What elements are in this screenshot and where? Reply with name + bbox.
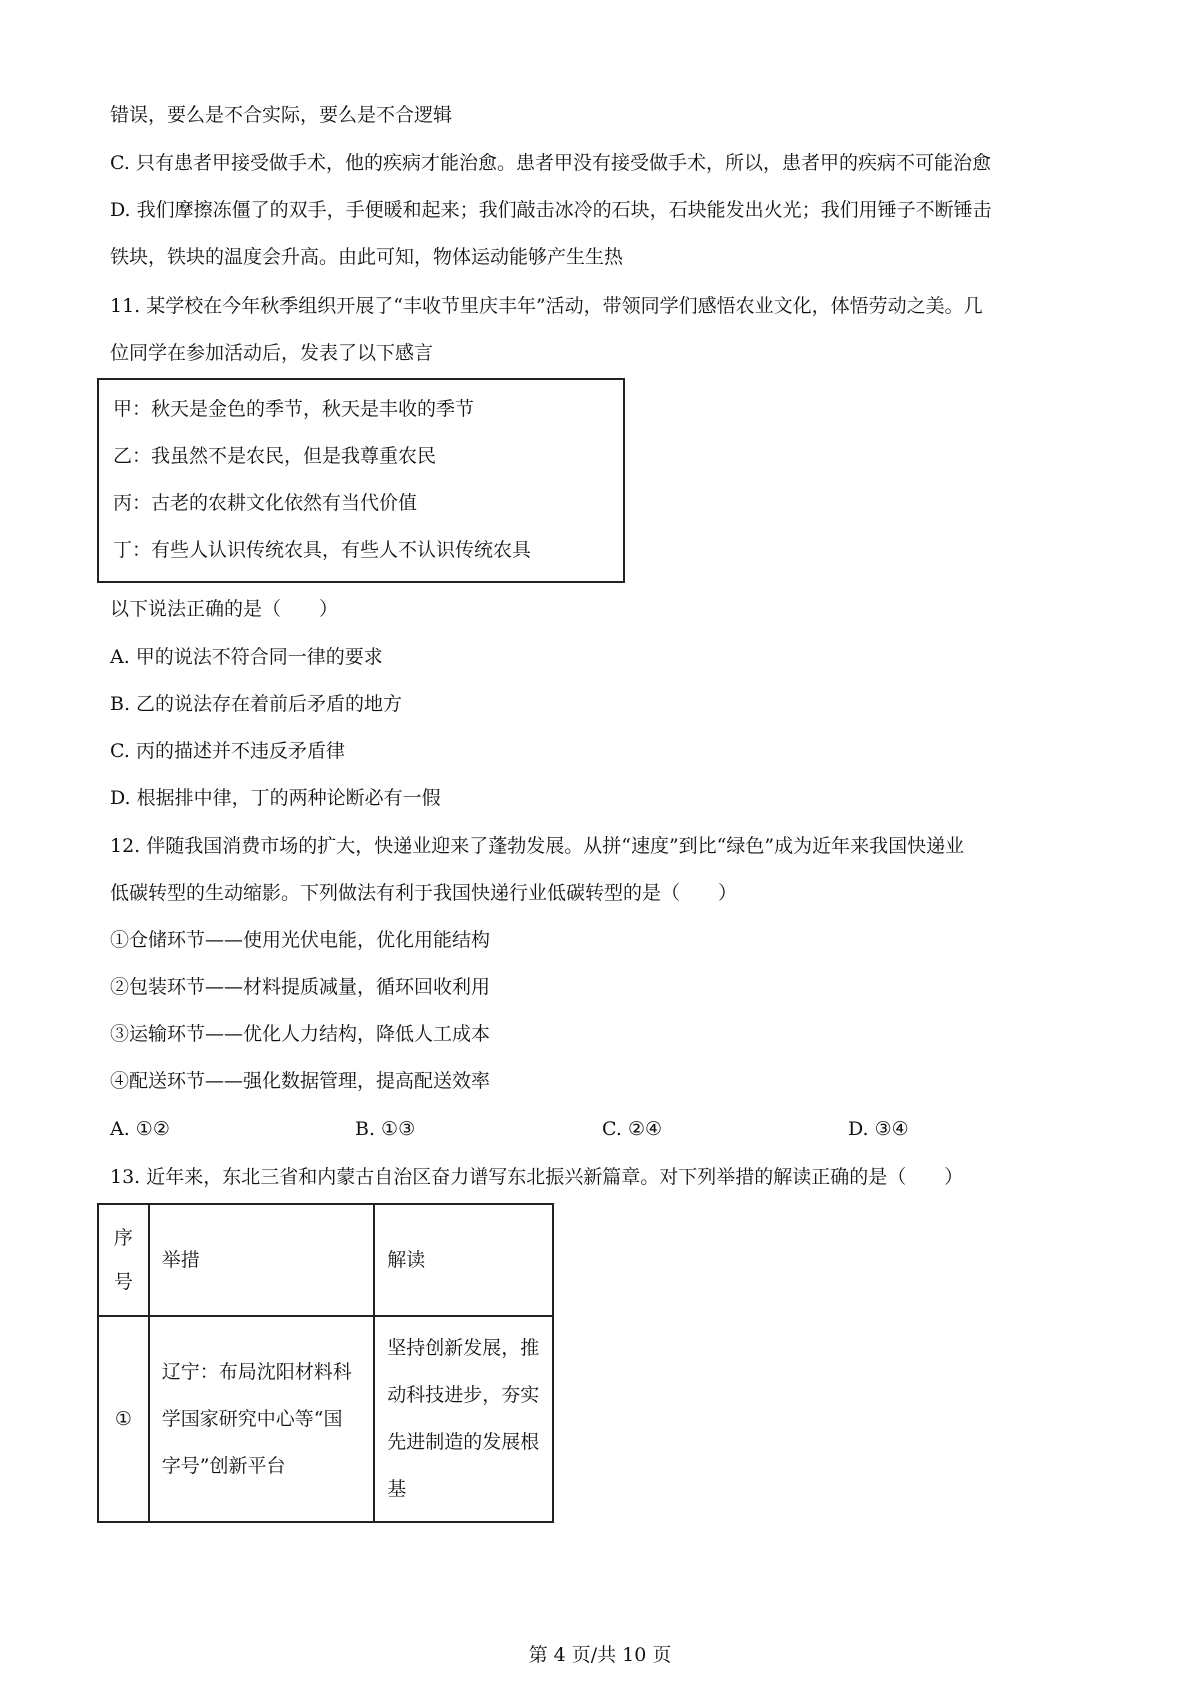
header-measure: 举措	[149, 1204, 374, 1316]
question-11-stem: 11. 某学校在今年秋季组织开展了“丰收节里庆丰年”活动，带领同学们感悟农业文化，体悟劳动之美。几	[110, 295, 983, 317]
header-index: 序号	[98, 1204, 149, 1316]
option-c-prev: C. 只有患者甲接受做手术，他的疾病才能治愈。患者甲没有接受做手术，所以，患者甲的疾病不可能治愈	[110, 152, 991, 174]
q11-option-c: C. 丙的描述并不违反矛盾律	[110, 740, 345, 762]
q12-item-1: ①仓储环节——使用光伏电能，优化用能结构	[110, 929, 491, 951]
q12-option-c: C. ②④	[602, 1118, 663, 1140]
question-12-stem: 12. 伴随我国消费市场的扩大，快递业迎来了蓬勃发展。从拼“速度”到比“绿色”成为近年来我国快递业	[110, 835, 965, 857]
quote-jia: 甲：秋天是金色的季节，秋天是丰收的季节	[113, 398, 475, 420]
q12-options	[110, 1106, 1010, 1153]
quote-bing: 丙：古老的农耕文化依然有当代价值	[113, 492, 418, 514]
measures-table	[97, 1203, 554, 1523]
question-11-prompt: 以下说法正确的是（ ）	[110, 598, 339, 620]
q12-item-3: ③运输环节——优化人力结构，降低人工成本	[110, 1023, 491, 1045]
quote-ding: 丁：有些人认识传统农具，有些人不认识传统农具	[113, 539, 532, 561]
q12-item-4: ④配送环节——强化数据管理，提高配送效率	[110, 1070, 491, 1092]
table-row	[98, 1316, 553, 1522]
quote-box	[97, 378, 625, 583]
question-11-stem-cont: 位同学在参加活动后，发表了以下感言	[110, 342, 434, 364]
header-interpretation: 解读	[374, 1204, 553, 1316]
text-line: 铁块，铁块的温度会升高。由此可知，物体运动能够产生生热	[110, 246, 624, 268]
quote-yi: 乙：我虽然不是农民，但是我尊重农民	[113, 445, 437, 467]
q11-option-a: A. 甲的说法不符合同一律的要求	[110, 646, 383, 668]
question-13-stem: 13. 近年来，东北三省和内蒙古自治区奋力谱写东北振兴新篇章。对下列举措的解读正确的是（ ）	[110, 1166, 964, 1188]
q12-option-a: A. ①②	[110, 1118, 170, 1140]
option-d-prev: D. 我们摩擦冻僵了的双手，手便暖和起来；我们敲击冰冷的石块，石块能发出火光；我们用锤子不断锤击	[110, 199, 992, 221]
q12-option-b: B. ①③	[355, 1118, 416, 1140]
row-interpretation: 坚持创新发展，推动科技进步，夯实先进制造的发展根基	[374, 1316, 553, 1522]
row-index: ①	[98, 1316, 149, 1522]
q11-option-d: D. 根据排中律，丁的两种论断必有一假	[110, 787, 441, 809]
page-footer: 第 4 页/共 10 页	[528, 1644, 672, 1666]
q12-item-2: ②包装环节——材料提质减量，循环回收利用	[110, 976, 491, 998]
question-12-stem-cont: 低碳转型的生动缩影。下列做法有利于我国快递行业低碳转型的是（ ）	[110, 882, 738, 904]
row-measure: 辽宁：布局沈阳材料科学国家研究中心等“国字号”创新平台	[149, 1316, 374, 1522]
table-header-row	[98, 1204, 553, 1316]
text-line: 错误，要么是不合实际，要么是不合逻辑	[110, 104, 453, 126]
q12-option-d: D. ③④	[848, 1118, 909, 1140]
q11-option-b: B. 乙的说法存在着前后矛盾的地方	[110, 693, 403, 715]
